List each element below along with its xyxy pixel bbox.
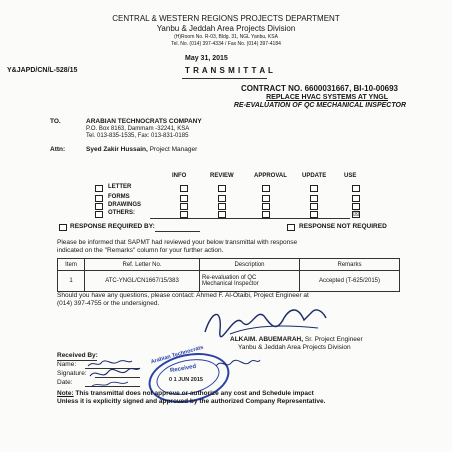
response-not-required-label: RESPONSE NOT REQUIRED <box>299 223 387 230</box>
matrix-row-drawings: DRAWINGS <box>108 202 141 208</box>
signatory-division: Yanbu & Jeddah Area Projects Division <box>238 344 351 351</box>
note-line-2: Unless it is explicitly signed and approved by the authorized Company Representative. <box>57 398 326 405</box>
recipient-pobox: P.O. Box 8163, Dammam -32241, KSA <box>86 126 190 132</box>
matrix-checkbox[interactable] <box>180 211 188 218</box>
contract-scope: REPLACE HVAC SYSTEMS AT YNGL <box>266 94 388 101</box>
cell-description <box>200 271 300 292</box>
matrix-checkbox[interactable] <box>180 185 188 192</box>
matrix-row-checkbox[interactable] <box>95 195 103 202</box>
received-date-label: Date: <box>57 379 73 386</box>
stamp-company: Arabian Technocrats <box>150 344 205 366</box>
matrix-checkbox[interactable] <box>352 185 360 192</box>
others-fill-line <box>150 218 350 219</box>
letterhead-address: (H)Room No. R-03, Bldg. 31, NGL Yanbu, KSA <box>174 34 278 40</box>
desc-line-1: Re-evaluation of QC <box>202 275 257 281</box>
matrix-column-approval: APPROVAL <box>254 173 287 179</box>
contract-number: CONTRACT NO. 6600031667, BI-10-00693 <box>241 84 398 93</box>
table-row <box>58 271 400 292</box>
contract-subject: RE-EVALUATION OF QC MECHANICAL INSPECTOR <box>233 102 406 109</box>
attn-label: Attn: <box>50 146 66 153</box>
matrix-checkbox[interactable] <box>310 185 318 192</box>
note-label: Note: <box>57 390 74 397</box>
title-underline <box>182 78 267 79</box>
stamp-received: Received <box>169 363 197 375</box>
letterhead-department: CENTRAL & WESTERN REGIONS PROJECTS DEPARTMENT <box>112 14 340 23</box>
matrix-checkbox[interactable] <box>310 203 318 210</box>
document-date: May 31, 2015 <box>185 55 228 62</box>
attn-line <box>86 146 197 153</box>
transmittal-table <box>57 258 400 292</box>
received-by-label: Received By: <box>57 352 98 359</box>
desc-line-2: Mechanical Inspector <box>202 281 259 287</box>
received-signature-label: Signature: <box>57 370 87 377</box>
stamp-initials-icon <box>214 356 262 372</box>
attn-title: Project Manager <box>147 146 198 153</box>
matrix-row-others: OTHERS: <box>108 210 135 216</box>
matrix-checkbox[interactable] <box>218 203 226 210</box>
matrix-row-checkbox[interactable] <box>95 185 103 192</box>
received-name-label: Name: <box>57 361 77 368</box>
attn-name: Syed Zakir Hussain, <box>86 146 148 153</box>
document-title: T R A N S M I T T A L <box>185 66 274 75</box>
matrix-checkbox[interactable] <box>352 195 360 202</box>
response-date-line <box>155 231 200 232</box>
matrix-checkbox[interactable] <box>310 195 318 202</box>
table-header-row <box>58 259 400 271</box>
stamp-date: 0 1 JUN 2015 <box>169 377 203 383</box>
header-item: Item <box>58 259 85 271</box>
matrix-column-info: INFO <box>172 173 187 179</box>
matrix-row-checkbox[interactable] <box>95 203 103 210</box>
recipient-tel: Tel. 013-835-1535, Fax: 013-831-0185 <box>86 133 189 139</box>
matrix-checkbox[interactable] <box>180 203 188 210</box>
cell-item: 1 <box>58 271 85 292</box>
header-ref: Ref. Letter No. <box>85 259 200 271</box>
closing-line-2: (014) 397-4755 or the undersigned. <box>57 300 160 307</box>
matrix-checkbox[interactable] <box>180 195 188 202</box>
cell-ref: ATC-YNGL/CN1667/15/383 <box>85 271 200 292</box>
to-label: TO. <box>50 118 61 125</box>
response-required-label: RESPONSE REQUIRED BY: <box>70 223 155 230</box>
matrix-row-forms: FORMS <box>108 194 130 200</box>
closing-line-1: Should you have any questions, please contact: Ahmed F. Al-Otaibi, Project Engineer at <box>57 292 309 299</box>
matrix-checkbox[interactable] <box>262 195 270 202</box>
matrix-checkbox[interactable] <box>218 185 226 192</box>
note-text-1: This transmittal does not approve or authorize any cost and Schedule impact <box>73 390 314 397</box>
response-required-checkbox[interactable] <box>59 224 67 231</box>
matrix-checkbox[interactable] <box>352 203 360 210</box>
letterhead-division: Yanbu & Jeddah Area Projects Division <box>156 24 296 33</box>
matrix-checkbox[interactable] <box>262 185 270 192</box>
note-line-1 <box>57 390 314 397</box>
recipient-company: ARABIAN TECHNOCRATS COMPANY <box>86 118 202 125</box>
header-remarks: Remarks <box>300 259 400 271</box>
matrix-checkbox[interactable] <box>262 203 270 210</box>
matrix-checkbox[interactable] <box>218 195 226 202</box>
document-reference: Y&JAPD/CN/L-528/15 <box>7 67 78 74</box>
matrix-checkbox[interactable] <box>262 211 270 218</box>
signatory-line <box>230 336 363 343</box>
response-not-required-checkbox[interactable] <box>287 224 295 231</box>
cell-remarks: Accepted (T-625/2015) <box>300 271 400 292</box>
matrix-checkbox[interactable] <box>218 211 226 218</box>
letterhead-phone-fax: Tel. No. (014) 397-4334 / Fax No. (014) 397-4184 <box>171 41 281 47</box>
matrix-column-update: UPDATE <box>302 173 327 179</box>
intro-line-1: Please be informed that SAPMT had reviewed your below transmittal with response <box>57 239 298 246</box>
signatory-signature-icon <box>200 304 335 340</box>
signatory-name: ALKAIM. ABUEMARAH, <box>230 336 304 343</box>
intro-line-2: indicated on the "Remarks" column for your further action. <box>57 247 224 254</box>
signatory-title: Sr. Project Engineer <box>303 336 363 343</box>
matrix-checkbox[interactable] <box>310 211 318 218</box>
matrix-checkbox-checked[interactable]: ☒ <box>353 211 360 218</box>
matrix-row-checkbox[interactable] <box>95 211 103 218</box>
matrix-column-review: REVIEW <box>210 173 234 179</box>
matrix-column-use: USE <box>344 173 357 179</box>
header-description: Description <box>200 259 300 271</box>
received-handwriting-icon <box>84 358 144 392</box>
matrix-row-letter: LETTER <box>108 184 132 190</box>
